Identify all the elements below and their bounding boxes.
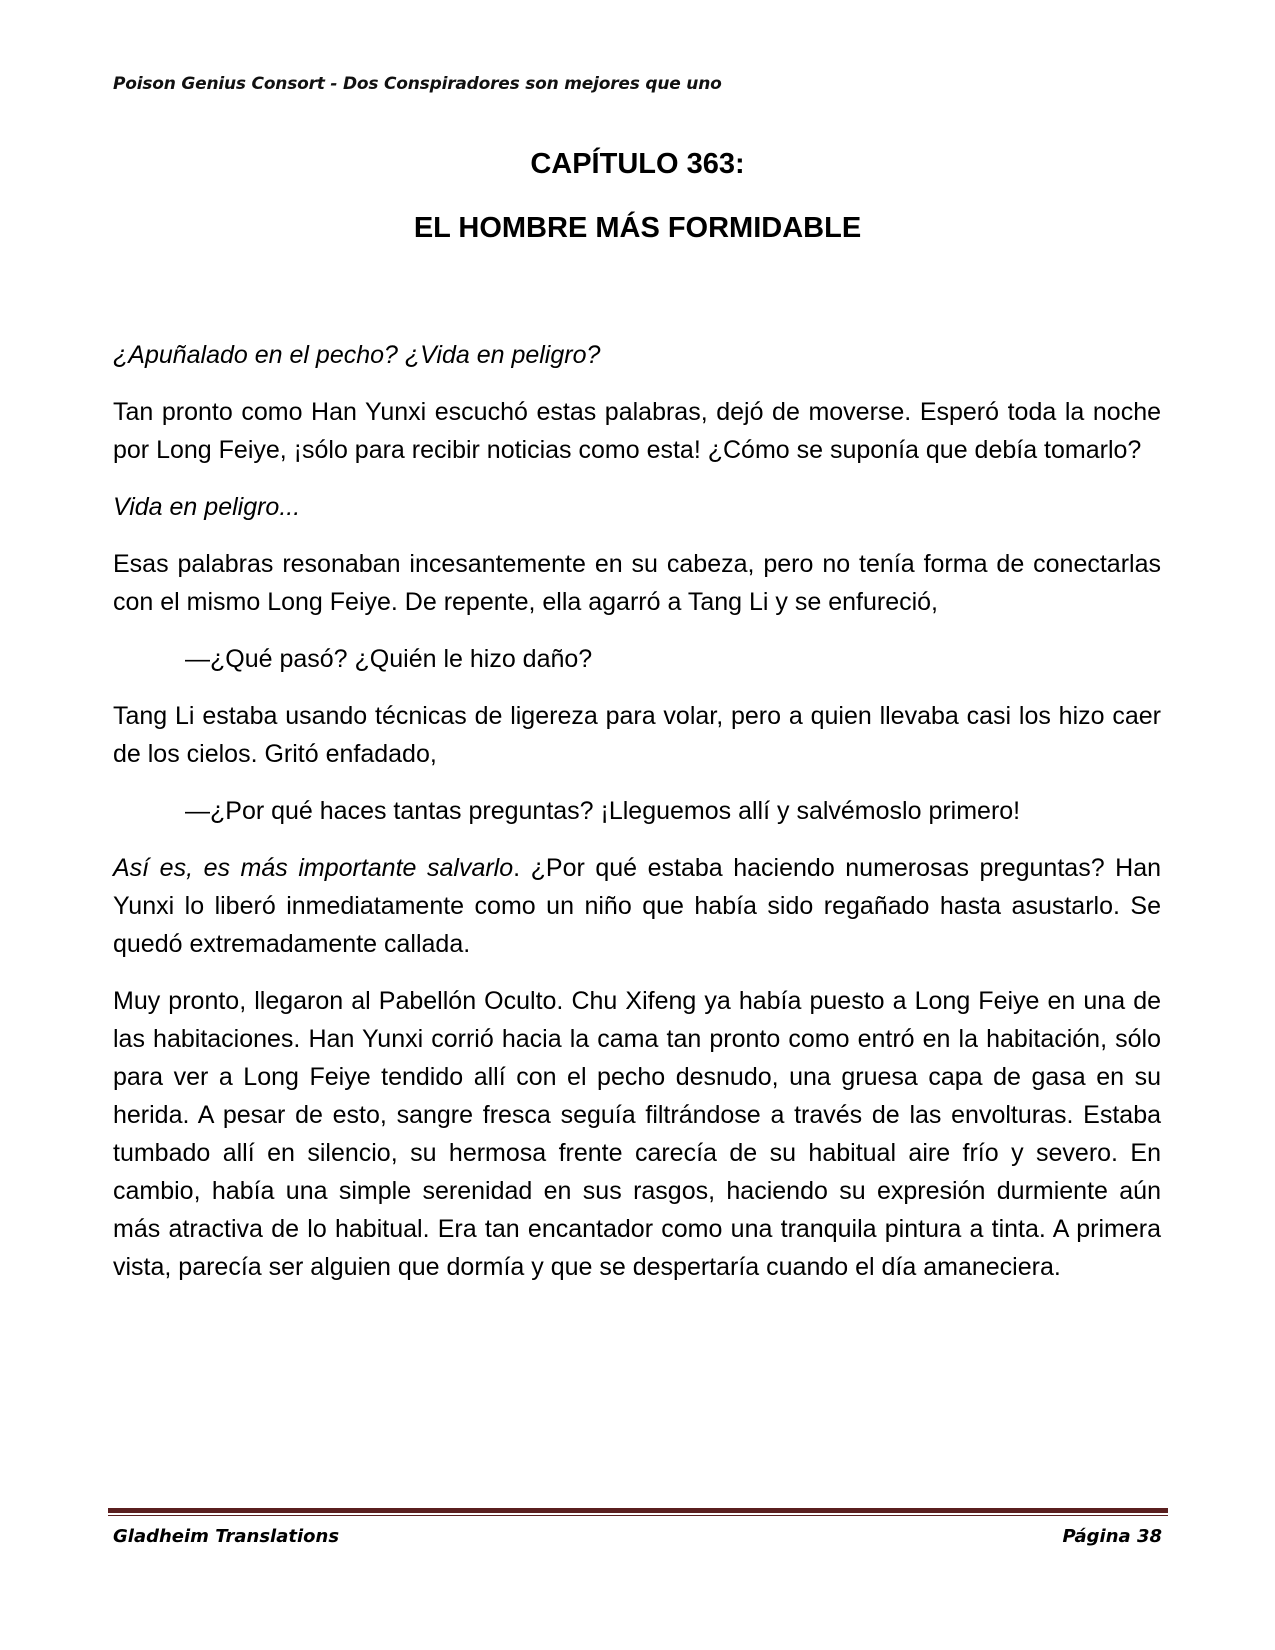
mixed-paragraph-italic: Así es, es más importante salvarlo [113,854,514,882]
paragraph: ¿Apuñalado en el pecho? ¿Vida en peligro? [113,341,601,369]
chapter-number-text: CAPÍTULO 363: [530,148,745,180]
dialogue-line: —¿Qué pasó? ¿Quién le hizo daño? [185,645,593,673]
paragraph: Vida en peligro... [113,493,301,521]
paragraph: Muy pronto, llegaron al Pabellón Oculto. Chu Xifeng ya había puesto a Long Feiye en una de las habitaciones. Han Yunxi corrió hacia la cama tan pronto como entró en la habitación, sólo para ver a Long Feiye tendido allí con el pecho desnudo, una gruesa capa de gasa en su herida. A pesar de esto, sangre fresca seguía filtrándose a través de las envolturas. Estaba tumbado allí en silencio, su hermosa frente carecía de su habitual aire frío y severo. En cambio, había una simple serenidad en sus rasgos, haciendo su expresión durmiente aún más atractiva de lo habitual. Era tan encantador como una tranquila pintura a tinta. A primera vista, parecía ser alguien que dormía y que se despertaría cuando el día amaneciera. [113,987,1161,1281]
footer-publisher: Gladheim Translations [113,1526,340,1547]
footer-rule-thin [108,1515,1168,1516]
page-number: Página 38 [1062,1526,1162,1547]
mixed-paragraph [113,849,1161,963]
paragraph: Tan pronto como Han Yunxi escuchó estas palabras, dejó de moverse. Esperó toda la noche por Long Feiye, ¡sólo para recibir noticias como esta! ¿Cómo se suponía que debía tomarlo? [113,398,1161,464]
chapter-title-text: EL HOMBRE MÁS FORMIDABLE [413,212,862,244]
chapter-title [0,212,1275,245]
paragraph: Tang Li estaba usando técnicas de ligereza para volar, pero a quien llevaba casi los hizo caer de los cielos. Gritó enfadado, [113,702,1161,768]
chapter-body [113,336,1161,1305]
mixed-paragraph-normal: . ¿Por qué estaba haciendo numerosas preguntas? Han Yunxi lo liberó inmediatamente como un niño que había sido regañado hasta asustarlo. Se quedó extremadamente callada. [113,854,1162,958]
footer-rule [108,1508,1168,1513]
dialogue-line: —¿Por qué haces tantas preguntas? ¡Lleguemos allí y salvémoslo primero! [185,797,1021,825]
chapter-number [0,148,1275,181]
paragraph: Esas palabras resonaban incesantemente en su cabeza, pero no tenía forma de conectarlas con el mismo Long Feiye. De repente, ella agarró a Tang Li y se enfureció, [113,550,1161,616]
running-header: Poison Genius Consort - Dos Conspiradores son mejores que uno [113,74,722,94]
